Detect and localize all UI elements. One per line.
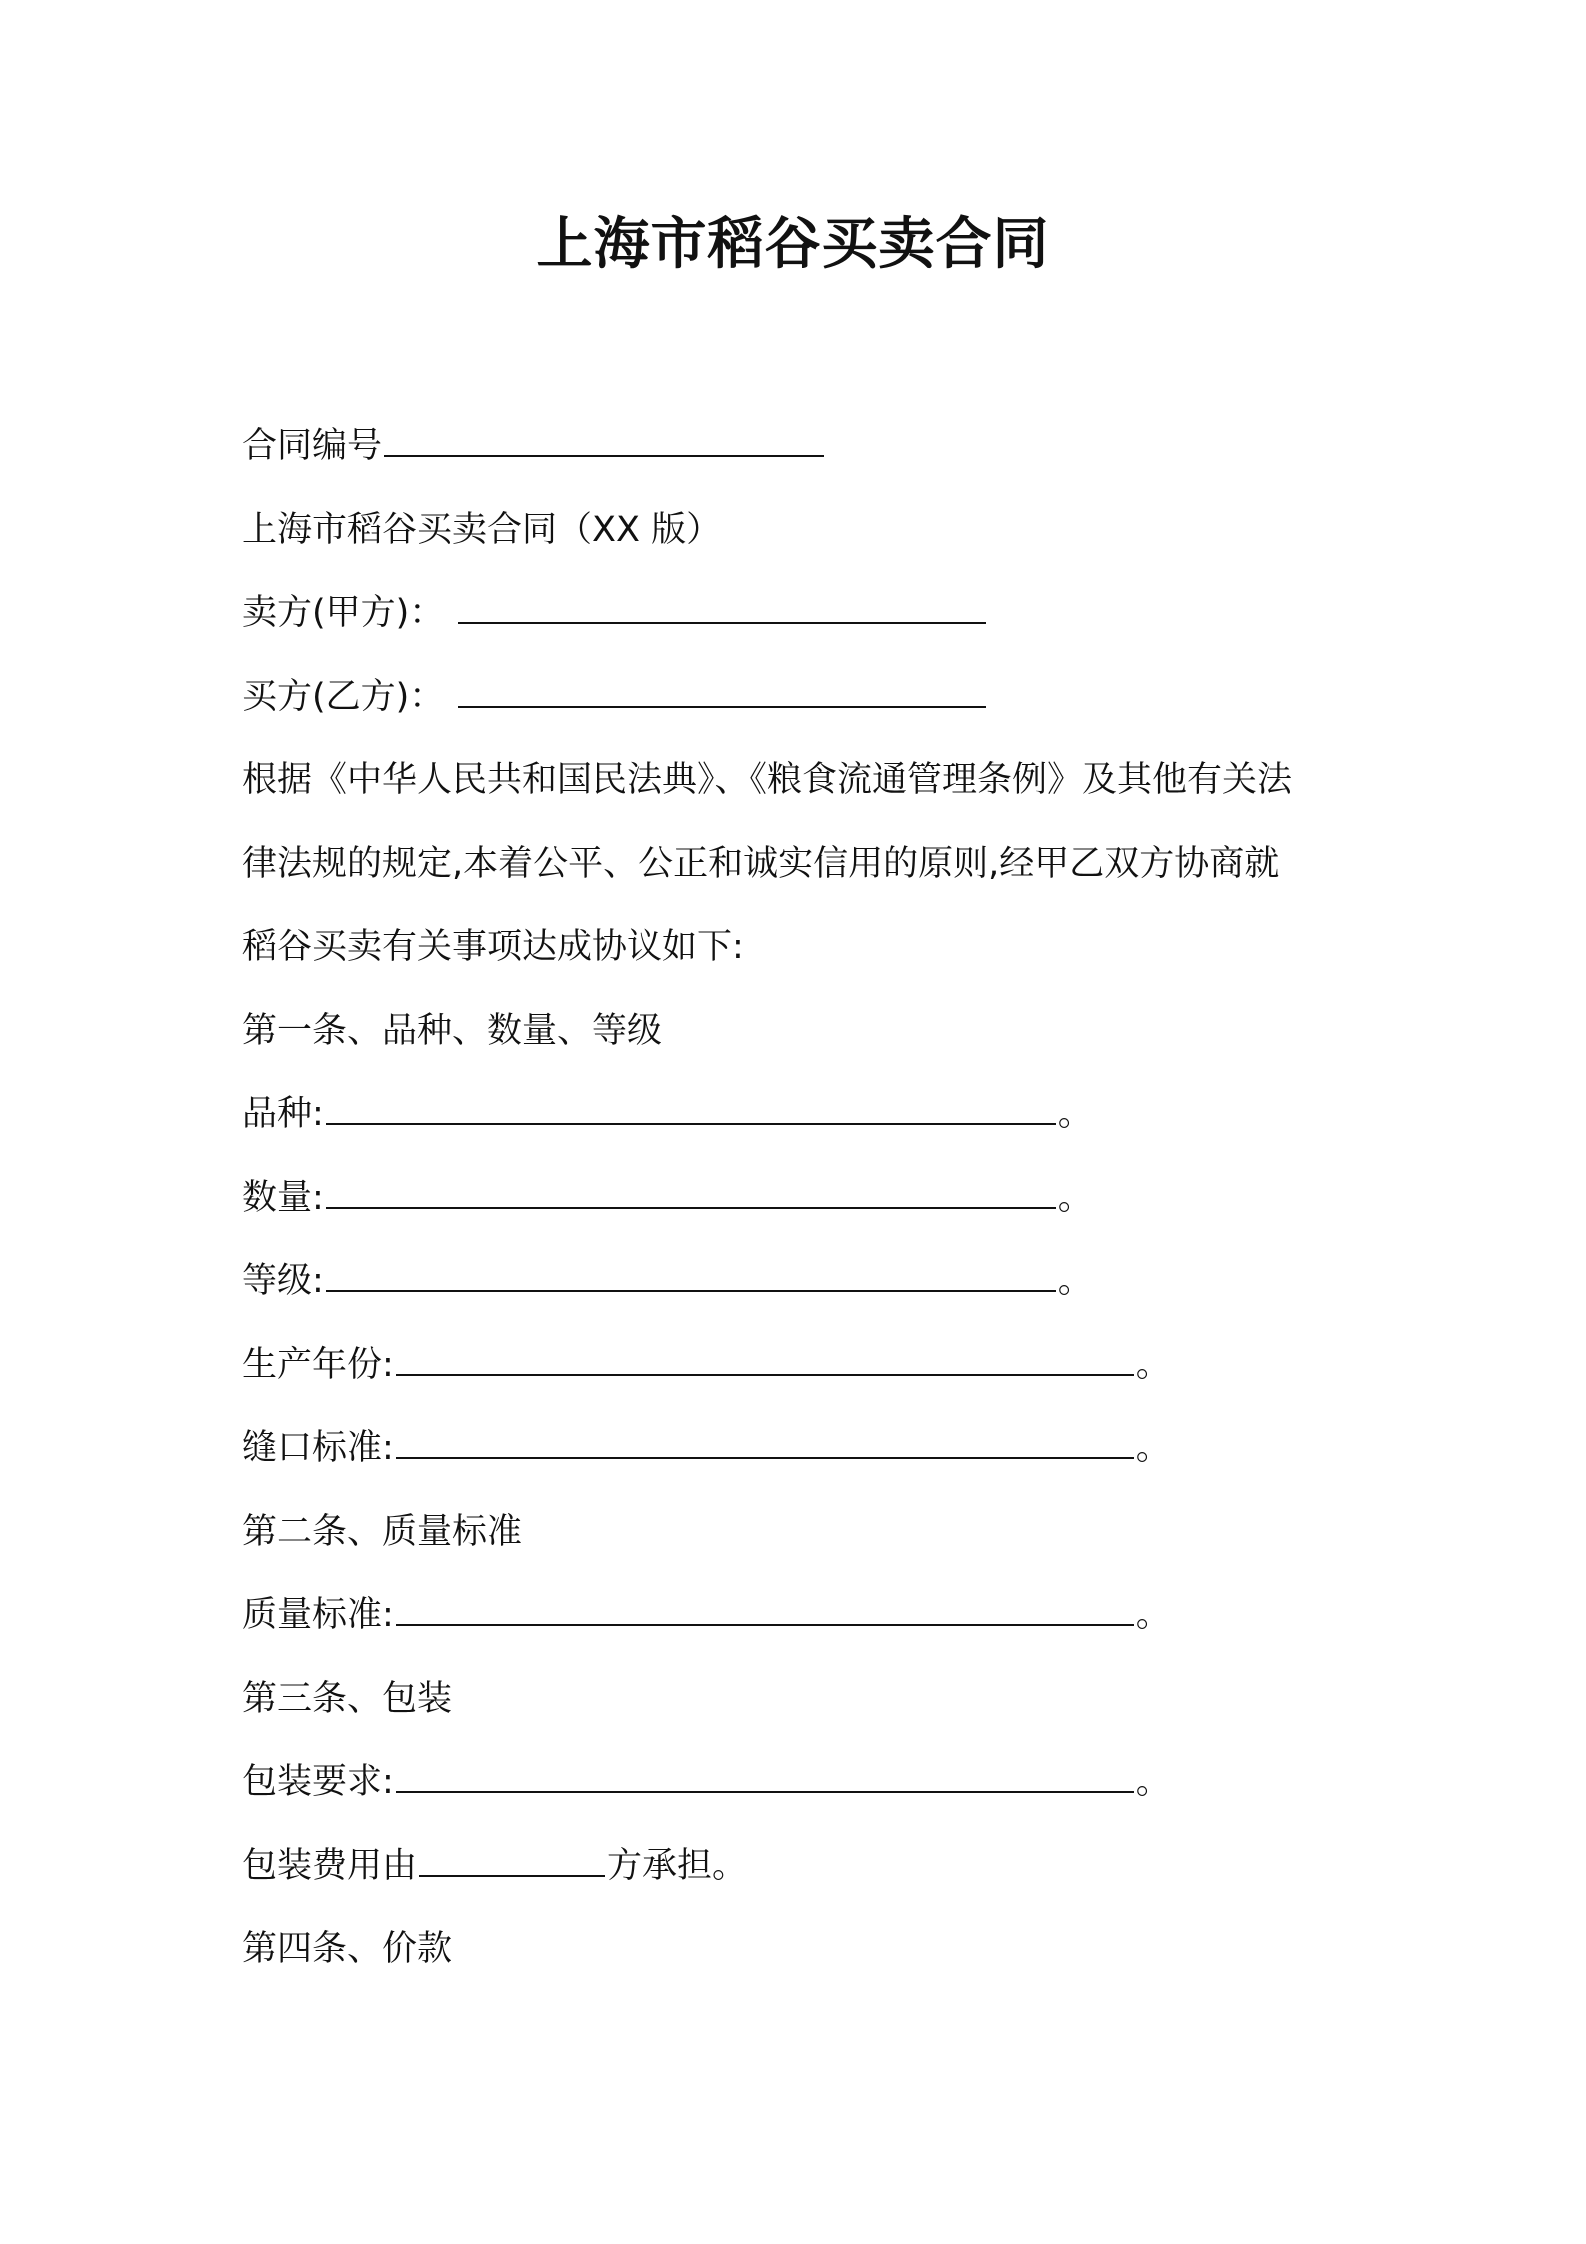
quality-standard-label: 质量标准: <box>242 1595 394 1635</box>
packaging-fee-line <box>242 1825 1362 1909</box>
preamble-line-2: 律法规的规定,本着公平、公正和诚实信用的原则,经甲乙双方协商就 <box>242 843 1280 884</box>
period-mark: 。 <box>1057 1177 1093 1218</box>
article-4-heading: 第四条、价款 <box>242 1929 453 1969</box>
seller-line <box>242 572 1362 656</box>
period-mark: 。 <box>1135 1595 1171 1635</box>
grade-blank[interactable] <box>326 1260 1056 1292</box>
grade-line <box>242 1240 1362 1324</box>
seam-standard-line <box>242 1407 1362 1491</box>
seller-label: 卖方(甲方)： <box>242 593 445 633</box>
quantity-label: 数量: <box>242 1177 324 1218</box>
article-3-heading: 第三条、包装 <box>242 1678 453 1719</box>
period-mark: 。 <box>1057 1261 1093 1301</box>
variety-blank[interactable] <box>326 1093 1056 1125</box>
contract-number-blank[interactable] <box>384 425 824 457</box>
packaging-requirement-blank[interactable] <box>396 1761 1134 1793</box>
article-1-heading: 第一条、品种、数量、等级 <box>242 1010 663 1051</box>
packaging-fee-suffix: 方承担。 <box>607 1845 748 1886</box>
contract-number-line <box>242 405 1362 489</box>
quality-standard-line <box>242 1574 1362 1658</box>
packaging-requirement-line <box>242 1741 1362 1825</box>
period-mark: 。 <box>1135 1344 1171 1385</box>
buyer-line <box>242 656 1362 740</box>
quality-standard-blank[interactable] <box>396 1594 1134 1626</box>
period-mark: 。 <box>1135 1762 1171 1802</box>
variety-label: 品种: <box>242 1094 324 1134</box>
production-year-blank[interactable] <box>396 1344 1134 1376</box>
document-body <box>242 405 1362 1992</box>
production-year-label: 生产年份: <box>242 1344 394 1385</box>
period-mark: 。 <box>1057 1094 1093 1134</box>
preamble-line-1: 根据《中华人民共和国民法典》、《粮食流通管理条例》及其他有关法 <box>242 760 1293 800</box>
variety-line <box>242 1073 1362 1157</box>
quantity-line <box>242 1157 1362 1241</box>
grade-label: 等级: <box>242 1261 324 1301</box>
quantity-blank[interactable] <box>326 1177 1056 1209</box>
seller-blank[interactable] <box>458 592 986 624</box>
production-year-line <box>242 1324 1362 1408</box>
packaging-fee-prefix: 包装费用由 <box>242 1845 418 1886</box>
buyer-blank[interactable] <box>458 676 986 708</box>
packaging-fee-party-blank[interactable] <box>419 1845 605 1877</box>
contract-number-label: 合同编号 <box>242 426 383 466</box>
seam-standard-label: 缝口标准: <box>242 1428 394 1468</box>
buyer-label: 买方(乙方)： <box>242 676 445 717</box>
period-mark: 。 <box>1135 1428 1171 1468</box>
document-title: 上海市稻谷买卖合同 <box>536 212 1050 277</box>
version-line: 上海市稻谷买卖合同（XX 版） <box>242 509 722 550</box>
seam-standard-blank[interactable] <box>396 1427 1134 1459</box>
article-2-heading: 第二条、质量标准 <box>242 1511 523 1552</box>
packaging-requirement-label: 包装要求: <box>242 1762 394 1802</box>
preamble-line-3: 稻谷买卖有关事项达成协议如下: <box>242 927 744 967</box>
